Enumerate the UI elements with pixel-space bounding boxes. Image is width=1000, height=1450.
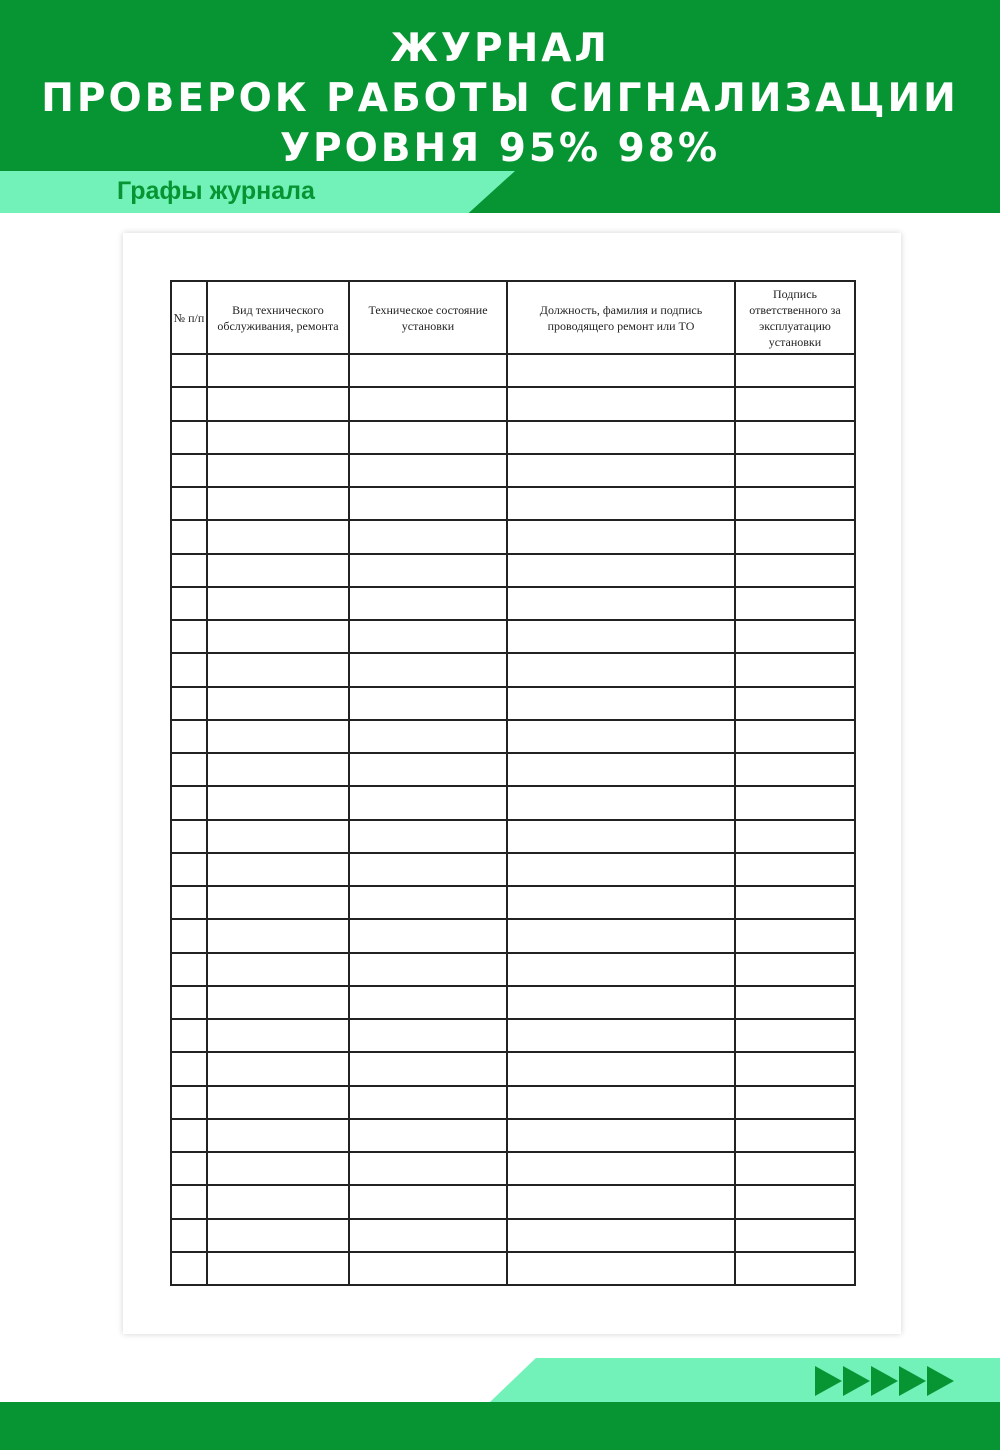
column-header-maintenance-type: Вид технического обслуживания, ремонта	[207, 281, 349, 354]
table-cell	[735, 454, 855, 487]
table-cell	[171, 1219, 207, 1252]
table-cell	[207, 886, 349, 919]
table-cell	[735, 520, 855, 553]
table-cell	[507, 1185, 735, 1218]
table-cell	[207, 1252, 349, 1285]
table-cell	[207, 454, 349, 487]
title-line-3: УРОВНЯ 95% 98%	[279, 126, 721, 171]
footer-banner	[0, 1402, 1000, 1450]
table-row	[171, 1019, 855, 1052]
table-cell	[171, 554, 207, 587]
table-row	[171, 820, 855, 853]
table-row	[171, 620, 855, 653]
table-cell	[507, 487, 735, 520]
table-cell	[349, 421, 507, 454]
table-cell	[735, 753, 855, 786]
table-cell	[207, 421, 349, 454]
table-cell	[349, 753, 507, 786]
table-cell	[349, 354, 507, 387]
table-row	[171, 653, 855, 686]
column-header-performer: Должность, фамилия и подпись проводящего ремонт или ТО	[507, 281, 735, 354]
column-header-number: № п/п	[171, 281, 207, 354]
table-row	[171, 1185, 855, 1218]
table-cell	[735, 421, 855, 454]
table-row	[171, 953, 855, 986]
table-row	[171, 1219, 855, 1252]
table-cell	[349, 1086, 507, 1119]
table-cell	[349, 1219, 507, 1252]
title-line-1: ЖУРНАЛ	[390, 26, 610, 71]
table-cell	[507, 520, 735, 553]
table-row	[171, 587, 855, 620]
column-header-technical-state: Техническое состояние установки	[349, 281, 507, 354]
table-cell	[349, 1119, 507, 1152]
table-cell	[735, 853, 855, 886]
table-cell	[507, 853, 735, 886]
table-cell	[735, 487, 855, 520]
table-cell	[735, 1052, 855, 1085]
journal-table-body	[171, 354, 855, 1285]
table-cell	[171, 587, 207, 620]
table-cell	[171, 1185, 207, 1218]
table-cell	[735, 1252, 855, 1285]
table-row	[171, 720, 855, 753]
table-cell	[349, 953, 507, 986]
table-cell	[735, 653, 855, 686]
journal-page	[123, 233, 901, 1334]
table-cell	[349, 986, 507, 1019]
table-cell	[207, 520, 349, 553]
table-cell	[207, 554, 349, 587]
table-row	[171, 554, 855, 587]
table-cell	[207, 1119, 349, 1152]
table-row	[171, 886, 855, 919]
table-cell	[735, 786, 855, 819]
table-cell	[171, 454, 207, 487]
table-cell	[207, 687, 349, 720]
table-cell	[507, 653, 735, 686]
table-cell	[207, 1019, 349, 1052]
arrow-right-icon	[815, 1366, 842, 1396]
table-cell	[507, 687, 735, 720]
table-cell	[171, 886, 207, 919]
table-cell	[507, 554, 735, 587]
table-row	[171, 853, 855, 886]
table-cell	[507, 1252, 735, 1285]
table-cell	[171, 653, 207, 686]
table-cell	[207, 620, 349, 653]
table-cell	[507, 1119, 735, 1152]
arrow-right-icon	[899, 1366, 926, 1396]
table-cell	[349, 387, 507, 420]
table-cell	[171, 620, 207, 653]
table-cell	[507, 1086, 735, 1119]
table-row	[171, 421, 855, 454]
table-cell	[735, 953, 855, 986]
table-cell	[349, 1052, 507, 1085]
table-cell	[207, 1219, 349, 1252]
table-cell	[171, 354, 207, 387]
arrow-right-icon	[843, 1366, 870, 1396]
table-cell	[507, 421, 735, 454]
table-cell	[735, 1086, 855, 1119]
table-cell	[349, 454, 507, 487]
title-line-2: ПРОВЕРОК РАБОТЫ СИГНАЛИЗАЦИИ	[41, 76, 959, 121]
table-cell	[735, 687, 855, 720]
table-row	[171, 354, 855, 387]
table-cell	[507, 1019, 735, 1052]
table-cell	[735, 986, 855, 1019]
table-row	[171, 687, 855, 720]
table-row	[171, 753, 855, 786]
table-cell	[735, 1219, 855, 1252]
table-cell	[207, 1185, 349, 1218]
table-row	[171, 986, 855, 1019]
table-cell	[207, 487, 349, 520]
table-cell	[349, 720, 507, 753]
table-cell	[507, 1052, 735, 1085]
table-cell	[507, 753, 735, 786]
table-cell	[349, 587, 507, 620]
arrow-group	[815, 1366, 955, 1396]
table-cell	[735, 1152, 855, 1185]
table-cell	[207, 587, 349, 620]
subtitle-label: Графы журнала	[117, 177, 315, 205]
table-cell	[349, 487, 507, 520]
table-cell	[171, 919, 207, 952]
page-title	[0, 24, 1000, 174]
table-row	[171, 786, 855, 819]
table-cell	[735, 1119, 855, 1152]
table-row	[171, 1119, 855, 1152]
table-cell	[349, 853, 507, 886]
table-cell	[171, 1152, 207, 1185]
table-cell	[171, 1019, 207, 1052]
table-cell	[735, 587, 855, 620]
table-cell	[507, 786, 735, 819]
table-cell	[507, 953, 735, 986]
table-cell	[171, 786, 207, 819]
table-cell	[171, 387, 207, 420]
table-cell	[735, 354, 855, 387]
table-cell	[171, 753, 207, 786]
column-header-responsible-signature: Подпись ответственного за эксплуатацию установки	[735, 281, 855, 354]
table-cell	[349, 653, 507, 686]
table-cell	[349, 886, 507, 919]
table-cell	[735, 1019, 855, 1052]
table-cell	[207, 653, 349, 686]
table-cell	[349, 520, 507, 553]
table-row	[171, 1052, 855, 1085]
table-row	[171, 387, 855, 420]
table-cell	[207, 387, 349, 420]
table-cell	[507, 620, 735, 653]
table-cell	[171, 1119, 207, 1152]
table-row	[171, 1252, 855, 1285]
table-cell	[507, 454, 735, 487]
table-cell	[207, 919, 349, 952]
table-cell	[507, 1219, 735, 1252]
table-cell	[349, 820, 507, 853]
table-cell	[735, 820, 855, 853]
table-cell	[735, 1185, 855, 1218]
table-cell	[735, 620, 855, 653]
table-cell	[349, 1019, 507, 1052]
table-cell	[171, 1052, 207, 1085]
table-cell	[171, 1252, 207, 1285]
table-cell	[171, 820, 207, 853]
table-cell	[207, 986, 349, 1019]
table-cell	[349, 1252, 507, 1285]
table-cell	[207, 786, 349, 819]
table-cell	[507, 820, 735, 853]
table-cell	[171, 520, 207, 553]
table-cell	[349, 919, 507, 952]
table-cell	[171, 986, 207, 1019]
table-cell	[207, 853, 349, 886]
table-cell	[349, 687, 507, 720]
table-cell	[349, 1185, 507, 1218]
table-cell	[207, 753, 349, 786]
table-cell	[171, 1086, 207, 1119]
table-cell	[207, 1086, 349, 1119]
table-header-row	[171, 281, 855, 354]
table-cell	[507, 587, 735, 620]
table-cell	[507, 886, 735, 919]
table-cell	[507, 1152, 735, 1185]
arrow-right-icon	[927, 1366, 954, 1396]
table-cell	[735, 720, 855, 753]
table-cell	[207, 953, 349, 986]
table-cell	[207, 720, 349, 753]
table-cell	[171, 421, 207, 454]
table-cell	[171, 853, 207, 886]
table-cell	[735, 554, 855, 587]
table-cell	[507, 720, 735, 753]
table-cell	[171, 487, 207, 520]
table-cell	[507, 387, 735, 420]
table-cell	[207, 820, 349, 853]
table-cell	[171, 687, 207, 720]
table-row	[171, 454, 855, 487]
table-cell	[171, 953, 207, 986]
table-row	[171, 487, 855, 520]
table-row	[171, 919, 855, 952]
table-cell	[507, 919, 735, 952]
table-cell	[171, 720, 207, 753]
table-row	[171, 1086, 855, 1119]
arrow-right-icon	[871, 1366, 898, 1396]
table-cell	[207, 354, 349, 387]
table-row	[171, 1152, 855, 1185]
table-cell	[735, 886, 855, 919]
table-row	[171, 520, 855, 553]
table-cell	[507, 986, 735, 1019]
table-cell	[349, 786, 507, 819]
table-cell	[735, 387, 855, 420]
table-cell	[207, 1052, 349, 1085]
table-cell	[507, 354, 735, 387]
table-cell	[207, 1152, 349, 1185]
table-cell	[349, 620, 507, 653]
journal-table	[170, 280, 856, 1286]
table-cell	[349, 554, 507, 587]
table-cell	[349, 1152, 507, 1185]
table-cell	[735, 919, 855, 952]
